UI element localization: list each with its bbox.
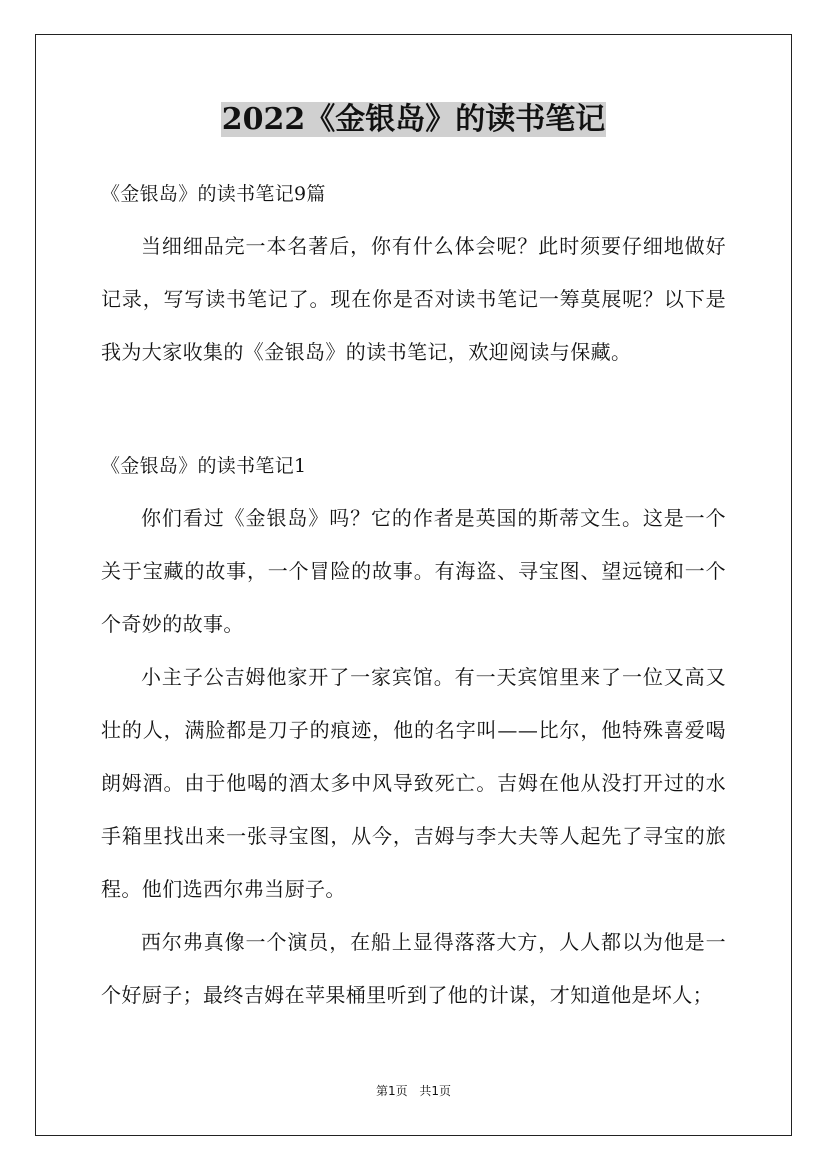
intro-paragraph: 当细细品完一本名著后，你有什么体会呢？此时须要仔细地做好记录，写写读书笔记了。现在你是否对读书笔记一筹莫展呢？以下是我为大家收集的《金银岛》的读书笔记，欢迎阅读与保藏。 <box>101 234 726 364</box>
document-title <box>0 98 827 142</box>
body-paragraph-3: 西尔弗真像一个演员，在船上显得落落大方，人人都以为他是一个好厨子；最终吉姆在苹果桶里听到了他的计谋，才知道他是坏人； <box>101 930 726 1007</box>
article-body <box>101 492 726 1022</box>
document-subtitle: 《金银岛》的读书笔记9篇 <box>101 183 326 205</box>
page-footer <box>0 1083 827 1099</box>
body-paragraph-2: 小主子公吉姆他家开了一家宾馆。有一天宾馆里来了一位又高又壮的人，满脸都是刀子的痕迹，他的名字叫——比尔，他特殊喜爱喝朗姆酒。由于他喝的酒太多中风导致死亡。吉姆在他从没打开过的水手箱里找出来一张寻宝图，从今，吉姆与李大夫等人起先了寻宝的旅程。他们选西尔弗当厨子。 <box>101 665 726 901</box>
body-paragraph-1: 你们看过《金银岛》吗？它的作者是英国的斯蒂文生。这是一个关于宝藏的故事，一个冒险的故事。有海盗、寻宝图、望远镜和一个个奇妙的故事。 <box>101 506 726 636</box>
section-heading: 《金银岛》的读书笔记1 <box>101 455 307 477</box>
intro-block <box>101 220 726 379</box>
page-number: 第1页 <box>375 1084 408 1098</box>
document-title-text: 2022《金银岛》的读书笔记 <box>221 102 606 137</box>
page-total: 共1页 <box>419 1084 452 1098</box>
